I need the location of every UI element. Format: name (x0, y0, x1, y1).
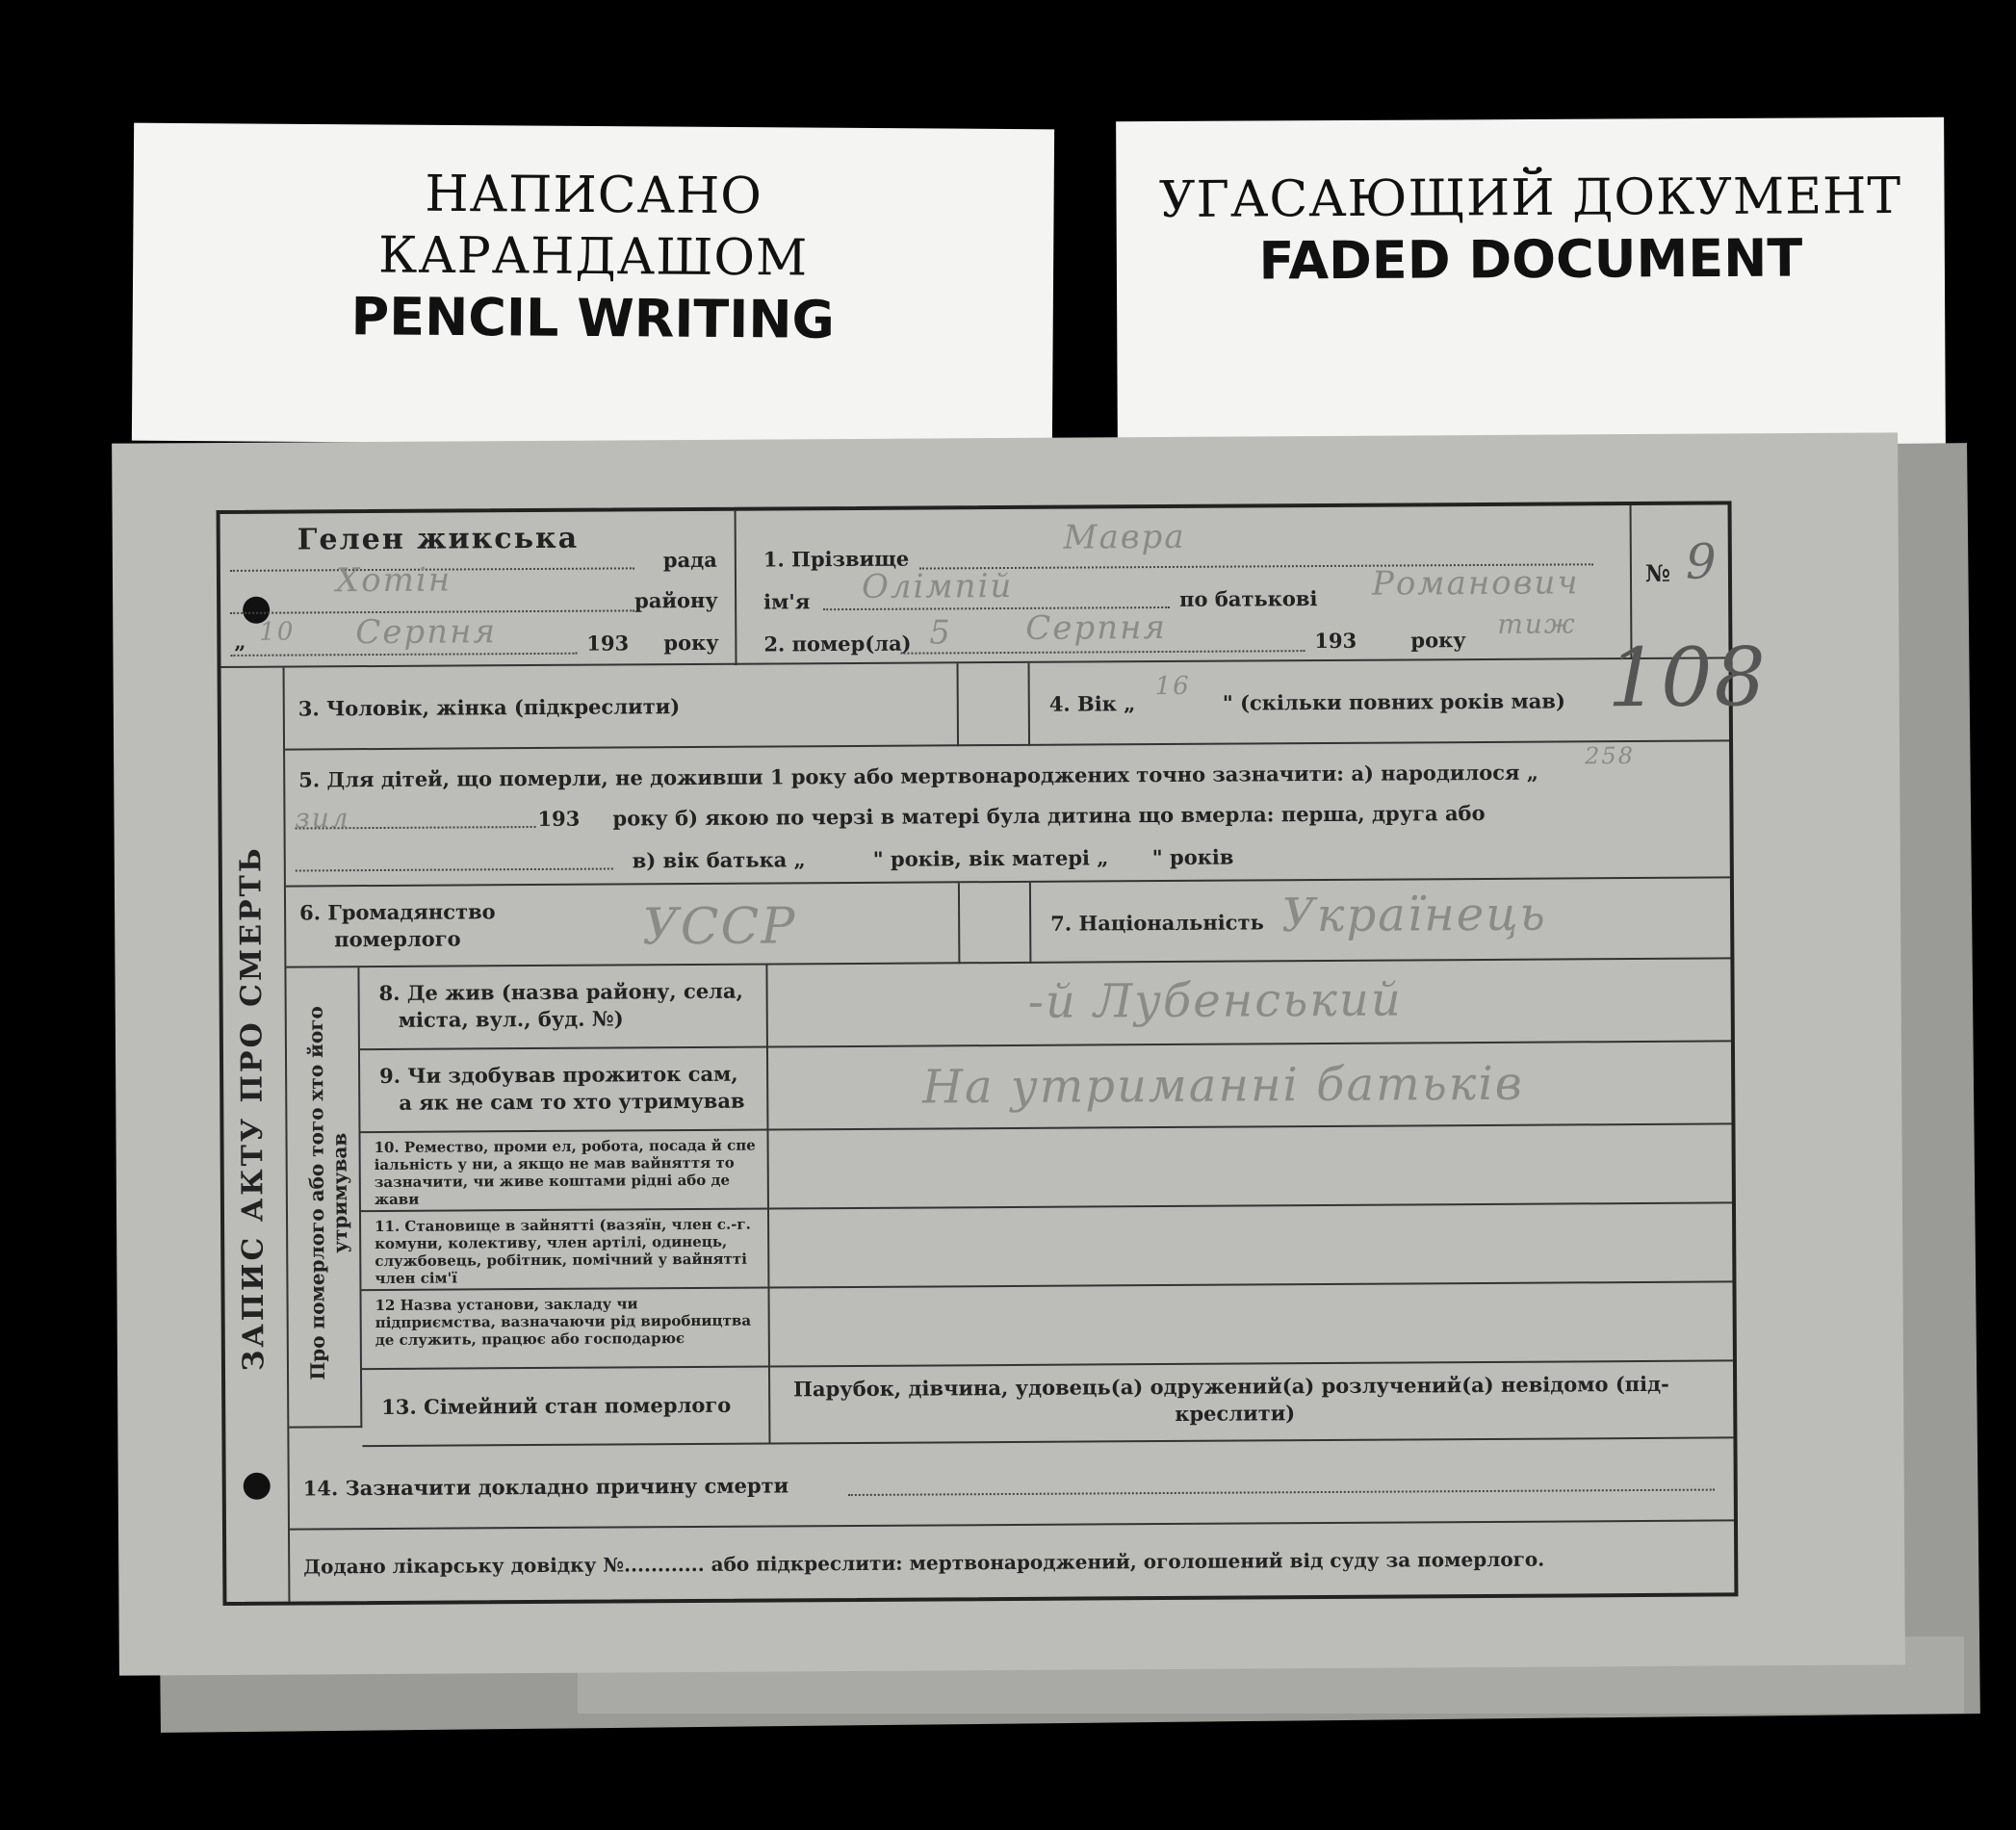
hw-died-month: Серпня (1025, 607, 1168, 648)
marital-options-2: креслити) (1175, 1401, 1296, 1426)
children-line-3a: в) вік батька „ (632, 847, 806, 873)
occupation-label: 10. Ремество, проми ел, робота, посада й спе іальність у ни, а якщо не мав вайняття то зазначити, чи живе коштами рідні або де жави (374, 1136, 756, 1209)
roku-label: року (663, 630, 719, 656)
hw-council: Хотін (335, 560, 452, 601)
dotted-line (848, 1489, 1715, 1496)
hw-record-number: 9 (1685, 533, 1719, 590)
died-roku-label: року (1410, 628, 1466, 653)
vertical-title-cell (221, 668, 291, 1602)
patronymic-label: по батькові (1179, 586, 1318, 611)
cause-label: 14. Зазначити докладно причину смерти (302, 1473, 789, 1501)
row-footer (290, 1521, 1734, 1601)
rada-label: рада (662, 547, 717, 573)
residence-label-b: міста, вул., буд. №) (398, 1006, 624, 1032)
age-label-b: " (скільки повних років мав) (1222, 688, 1565, 715)
hw-page-number: 108 (1607, 630, 1769, 726)
children-year: 193 (537, 806, 581, 831)
row-residence-label (359, 966, 768, 1051)
children-line-3b: " років, вік матері „ (872, 845, 1109, 871)
label-en: PENCIL WRITING (350, 286, 836, 350)
row-children (285, 741, 1730, 887)
row-status-label (361, 1210, 769, 1292)
form-frame (217, 501, 1769, 1606)
children-line-2: року б) якою по черзі в матері була дитина що вмерла: перша, друга або (612, 800, 1486, 831)
dotted-line (296, 868, 613, 872)
row-marital-label (362, 1368, 770, 1448)
hw-residence: -й Лубенський (1027, 972, 1403, 1029)
children-line-1: 5. Для дітей, що померли, не доживши 1 року або мертвонароджених точно зазначити: а) народилося „ (298, 760, 1539, 792)
institution-label: 12 Назва установи, закладу чи підприємства, вазначаючи рід виробництва де служить, працює або господарює (375, 1295, 752, 1350)
hw-support: На утриманні батьків (922, 1056, 1524, 1115)
status-label: 11. Становище в зайнятті (вазяїн, член с.-г. комуни, колективу, член артілі, одинець, службовець, робітник, помічний у вайнятті член сім'ї (375, 1215, 751, 1288)
number-label: № (1644, 558, 1671, 587)
hw-ref: 258 (1585, 742, 1636, 770)
faded-document-label-card (1116, 117, 1946, 449)
hw-born: зил (295, 802, 350, 835)
raionu-label: району (634, 587, 718, 613)
row-occupation-label (360, 1131, 768, 1213)
marital-options-1: Парубок, дівчина, удовець(а) одружений(а) розлучений(а) невідомо (під- (793, 1371, 1669, 1402)
row-cause (289, 1438, 1733, 1530)
age-label-a: 4. Вік „ (1048, 691, 1136, 716)
hw-nationality: Українець (1280, 887, 1547, 943)
row-institution-label (361, 1289, 769, 1371)
pencil-writing-label-card (132, 123, 1054, 448)
dotted-line (296, 826, 536, 830)
date-quote: „ (234, 629, 246, 654)
hw-date-day: 10 (259, 617, 296, 647)
row-citizenship-blank (960, 883, 1032, 964)
subvertical-title: Про померлого або того хто його утримував (303, 1006, 352, 1380)
sex-label: 3. Чоловік, жінка (підкреслити) (297, 694, 681, 721)
row-citizenship (286, 883, 961, 967)
marital-label: 13. Сімейний стан померлого (381, 1392, 732, 1419)
row-marital-value (770, 1361, 1733, 1444)
support-label-b: а як не сам то хто утримував (399, 1088, 745, 1115)
row-nationality (1031, 878, 1730, 963)
header-mid-cell (737, 505, 1633, 665)
death-record-form (112, 432, 1905, 1675)
label-ru: УГАСАЮЩИЙ ДОКУМЕНТ (1158, 167, 1902, 230)
row-institution-value (769, 1282, 1732, 1367)
label-ru-line-1: НАПИСАНО (425, 165, 763, 226)
vertical-title: ЗАПИС АКТУ ПРО СМЕРТЬ (234, 845, 271, 1372)
hw-age: 16 (1154, 671, 1191, 702)
row-sex (285, 663, 960, 750)
dotted-line (230, 653, 577, 657)
hw-patronymic: Романович (1371, 563, 1580, 604)
surname-label: 1. Прізвище (762, 546, 910, 572)
label-en: FADED DOCUMENT (1258, 227, 1803, 292)
council-stamp: Гелен жикська (297, 521, 580, 557)
row-residence-value (767, 959, 1731, 1047)
citizenship-label-a: 6. Громадянство (299, 899, 496, 925)
row-sex-blank (959, 663, 1031, 746)
children-line-3c: " років (1151, 844, 1234, 870)
died-year-prefix: 193 (1314, 628, 1357, 654)
row-support-label (360, 1048, 769, 1134)
hw-died-place: тиж (1497, 607, 1577, 640)
year-prefix: 193 (586, 631, 630, 656)
hw-died-day: 5 (929, 613, 953, 653)
hw-surname: Мавра (1063, 517, 1186, 557)
dotted-line (900, 650, 1305, 655)
footer-text: Додано лікарську довідку №............ або підкреслити: мертвонароджений, оголошений від суду за померлого. (303, 1547, 1545, 1579)
hw-date-month: Серпня (355, 612, 498, 653)
support-label-a: 9. Чи здобував прожиток сам, (379, 1061, 738, 1088)
row-support-value (768, 1042, 1732, 1130)
row-occupation-value (768, 1124, 1731, 1209)
hw-citizenship: УССР (642, 897, 797, 957)
residence-label-a: 8. Де жив (назва району, села, (378, 978, 743, 1005)
header-left-cell (220, 511, 737, 668)
label-ru-line-2: КАРАНДАШОМ (377, 226, 809, 288)
died-label: 2. помер(ла) (763, 631, 912, 657)
subvertical-cell (286, 967, 362, 1428)
nationality-label: 7. Національність (1050, 910, 1264, 936)
hw-name: Олімпій (861, 566, 1014, 606)
citizenship-label-b: померлого (334, 926, 461, 952)
row-status-value (769, 1203, 1732, 1288)
name-label: ім'я (763, 589, 811, 614)
